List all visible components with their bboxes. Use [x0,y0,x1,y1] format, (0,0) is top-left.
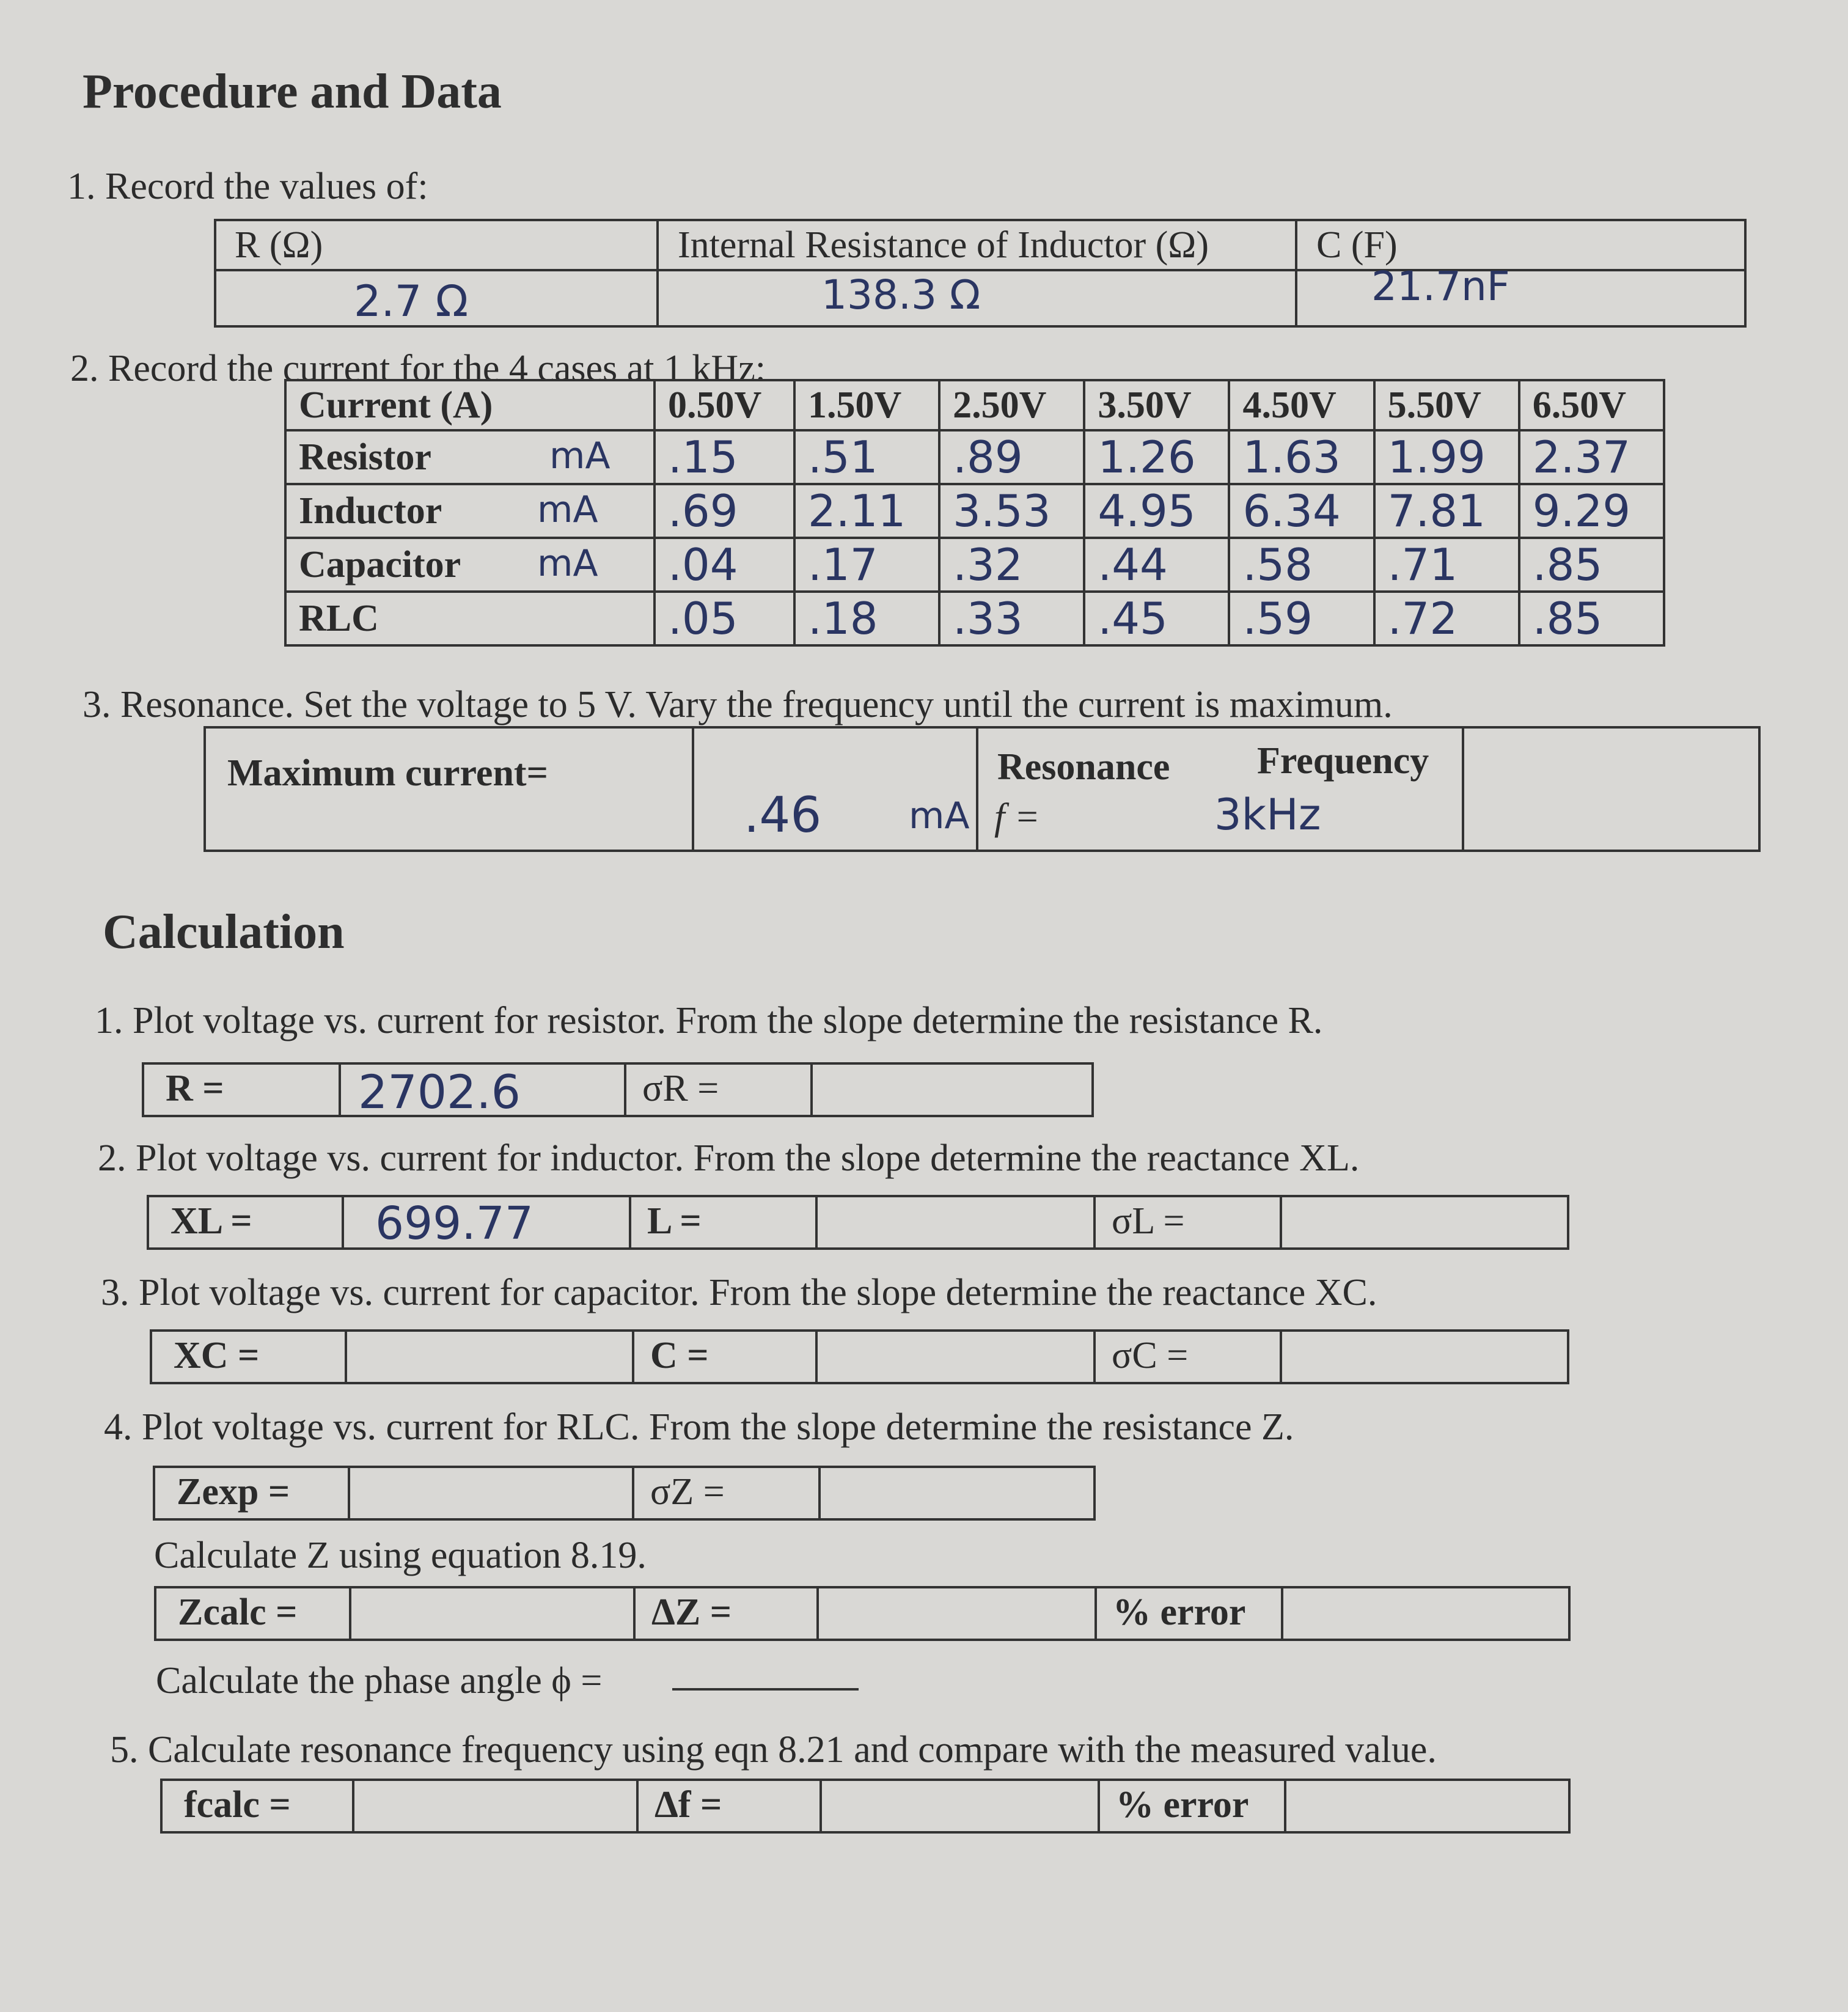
table-cell: .59 [1229,592,1374,645]
table-cell: .44 [1084,538,1229,592]
frequency-label: Frequency [1257,740,1429,782]
row-label: Inductor [299,490,442,532]
zexp-label: Zexp = [177,1471,290,1513]
row-label-cell [285,538,654,592]
row-unit: mA [549,435,610,477]
q1-header-c: C (F) [1316,224,1398,266]
xl-value: 699.77 [375,1197,534,1250]
c4-text: 4. Plot voltage vs. current for RLC. From the slope determine the resistance Z. [104,1406,1294,1448]
phase-angle-blank [672,1688,859,1691]
table-cell: 1.26 [1084,430,1229,484]
table-cell: .04 [654,538,794,592]
table-cell: 4.95 [1084,484,1229,538]
c1-text: 1. Plot voltage vs. current for resistor. From the slope determine the resistance R. [95,1000,1323,1041]
c5-text: 5. Calculate resonance frequency using eqn 8.21 and compare with the measured value. [110,1729,1437,1771]
table-row-inductor [285,484,1664,538]
table-cell: .33 [939,592,1084,645]
calculation-heading: Calculation [103,905,345,959]
table-cell: .71 [1374,538,1519,592]
table-cell: 9.29 [1519,484,1664,538]
table-cell: 3.53 [939,484,1084,538]
row-label: Resistor [299,436,431,478]
max-current-value: .46 [744,787,822,843]
table-cell: 2.37 [1519,430,1664,484]
c4-zexp-box [153,1466,1096,1521]
f-percent-error-label: % error [1116,1784,1249,1826]
xc-label: XC = [174,1335,260,1376]
procedure-heading: Procedure and Data [82,65,502,119]
voltage-header: 5.50V [1374,380,1519,430]
q1-header-r: R (Ω) [235,224,323,266]
current-header-label: Current (A) [285,380,654,430]
row-label-cell [285,484,654,538]
voltage-header: 4.50V [1229,380,1374,430]
table-cell: 1.99 [1374,430,1519,484]
c2-text: 2. Plot voltage vs. current for inductor. From the slope determine the reactance XL. [98,1137,1360,1179]
sigma-r-label: σR = [642,1068,719,1109]
r-value: 2702.6 [358,1065,521,1119]
table-cell: .17 [794,538,939,592]
row-unit: mA [537,488,598,531]
table-cell: .85 [1519,538,1664,592]
voltage-header: 1.50V [794,380,939,430]
voltage-header: 2.50V [939,380,1084,430]
table-cell: 1.63 [1229,430,1374,484]
zcalc-label: Zcalc = [178,1592,298,1633]
q1-value-internal-resistance: 138.3 Ω [821,271,981,318]
max-current-unit: mA [909,795,970,837]
delta-z-label: ΔZ = [651,1592,732,1633]
table-cell: .05 [654,592,794,645]
table-cell: .85 [1519,592,1664,645]
table-cell: .15 [654,430,794,484]
q1-header-internal-resistance: Internal Resistance of Inductor (Ω) [678,224,1209,266]
row-label: RLC [299,597,379,639]
table-cell: .69 [654,484,794,538]
phase-angle-text: Calculate the phase angle ϕ = [156,1660,603,1702]
table-cell: 7.81 [1374,484,1519,538]
c3-box [150,1329,1569,1384]
table-cell: .18 [794,592,939,645]
current-table [284,379,1665,647]
resonance-frequency-value: 3kHz [1214,790,1321,840]
row-label-cell [285,430,654,484]
voltage-header: 6.50V [1519,380,1664,430]
f-label: f = [994,796,1040,838]
table-cell: .58 [1229,538,1374,592]
q2-text: 2. Record the current for the 4 cases at 1 kHz: [70,348,766,389]
table-cell: .51 [794,430,939,484]
q3-text: 3. Resonance. Set the voltage to 5 V. Vary the frequency until the current is maximum. [82,684,1393,725]
c-label: C = [650,1335,709,1376]
table-cell: 2.11 [794,484,939,538]
z-percent-error-label: % error [1113,1592,1246,1633]
table-cell: .72 [1374,592,1519,645]
voltage-header: 0.50V [654,380,794,430]
r-label: R = [166,1068,224,1109]
q1-value-r: 2.7 Ω [354,276,469,326]
c1-box [142,1062,1094,1117]
row-label: Capacitor [299,543,461,586]
q1-text: 1. Record the values of: [67,166,428,207]
table-cell: .32 [939,538,1084,592]
table-cell: .45 [1084,592,1229,645]
max-current-label: Maximum current= [227,752,548,794]
resonance-box [204,726,1761,852]
c5-box [160,1779,1571,1834]
table-cell: .89 [939,430,1084,484]
row-unit: mA [537,542,598,585]
c3-text: 3. Plot voltage vs. current for capacitor. From the slope determine the reactance XC. [101,1272,1377,1313]
table-row-resistor [285,430,1664,484]
delta-f-label: Δf = [654,1784,722,1826]
fcalc-label: fcalc = [184,1784,291,1826]
sigma-c-label: σC = [1112,1335,1189,1376]
table-row-capacitor [285,538,1664,592]
xl-label: XL = [170,1200,252,1242]
c4-zcalc-box [154,1586,1571,1641]
table-row-rlc [285,592,1664,645]
voltage-header: 3.50V [1084,380,1229,430]
row-label-cell [285,592,654,645]
q1-table [214,219,1747,328]
table-cell: 6.34 [1229,484,1374,538]
q1-value-c: 21.7nF [1371,263,1510,310]
c2-box [147,1195,1569,1250]
sigma-z-label: σZ = [650,1471,725,1513]
c4-calc-text: Calculate Z using equation 8.19. [154,1535,647,1576]
sigma-l-label: σL = [1112,1200,1185,1242]
l-label: L = [647,1200,702,1242]
resonance-label: Resonance [997,746,1170,788]
